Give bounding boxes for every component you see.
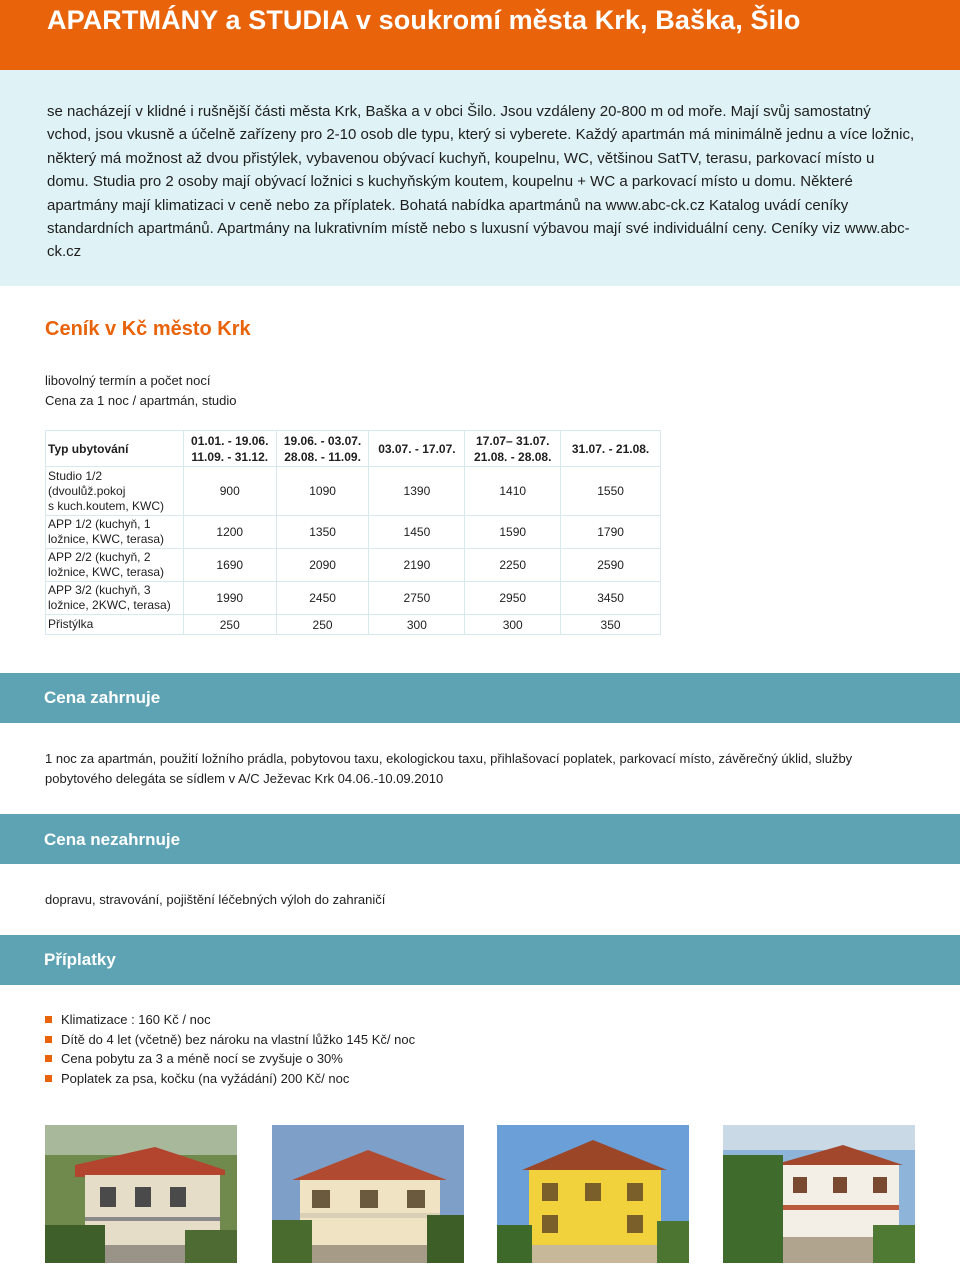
price-cell: 2090 <box>276 549 369 582</box>
price-cell: 1990 <box>183 582 276 615</box>
bullet-square-icon <box>45 1055 52 1062</box>
excluded-title: Cena nezahrnuje <box>44 830 181 849</box>
price-cell: 2250 <box>465 549 561 582</box>
price-cell: 300 <box>369 615 465 635</box>
table-row <box>46 516 661 549</box>
surcharge-text: Poplatek za psa, kočku (na vyžádání) 200 Kč/ noc <box>61 1070 350 1086</box>
price-cell: 1450 <box>369 516 465 549</box>
row-label: Studio 1/2 (dvoulůž.pokoj s kuch.koutem, KWC) <box>46 467 184 516</box>
column-header: 31.07. - 21.08. <box>561 431 661 467</box>
bullet-square-icon <box>45 1075 52 1082</box>
price-cell: 2450 <box>276 582 369 615</box>
list-item <box>45 1030 415 1050</box>
apartment-photo-2 <box>272 1125 464 1263</box>
price-cell: 2950 <box>465 582 561 615</box>
column-header: 03.07. - 17.07. <box>369 431 465 467</box>
price-cell: 2750 <box>369 582 465 615</box>
price-cell: 1390 <box>369 467 465 516</box>
price-cell: 1410 <box>465 467 561 516</box>
row-label: Přistýlka <box>46 615 184 635</box>
price-cell: 1200 <box>183 516 276 549</box>
surcharge-text: Cena pobytu za 3 a méně nocí se zvyšuje o 30% <box>61 1051 343 1066</box>
table-row <box>46 582 661 615</box>
included-text: 1 noc za apartmán, použití ložního prádla, pobytovou taxu, ekologickou taxu, přihlašovací poplatek, parkovací místo, závěrečný úklid, služby pobytového delegáta se sídlem v A/C Ježevac Krk 04.06.-10.09.2010 <box>45 751 853 786</box>
list-item <box>45 1010 415 1030</box>
table-row <box>46 467 661 516</box>
column-header: 17.07– 31.07. 21.08. - 28.08. <box>465 431 561 467</box>
list-item <box>45 1069 415 1089</box>
row-label: APP 1/2 (kuchyň, 1 ložnice, KWC, terasa) <box>46 516 184 549</box>
price-cell: 1790 <box>561 516 661 549</box>
price-table <box>45 430 661 635</box>
price-cell: 2590 <box>561 549 661 582</box>
bullet-square-icon <box>45 1036 52 1043</box>
column-header: 01.01. - 19.06. 11.09. - 31.12. <box>183 431 276 467</box>
surcharge-text: Klimatizace : 160 Kč / noc <box>61 1012 211 1027</box>
page-title: APARTMÁNY a STUDIA v soukromí města Krk, Baška, Šilo <box>47 5 801 35</box>
pricelist-note-price: Cena za 1 noc / apartmán, studio <box>45 393 237 408</box>
price-cell: 1090 <box>276 467 369 516</box>
price-cell: 3450 <box>561 582 661 615</box>
included-title: Cena zahrnuje <box>44 688 161 707</box>
bullet-square-icon <box>45 1016 52 1023</box>
apartment-photo-4 <box>723 1125 915 1263</box>
price-cell: 350 <box>561 615 661 635</box>
row-label: APP 3/2 (kuchyň, 3 ložnice, 2KWC, terasa) <box>46 582 184 615</box>
surcharges-list <box>45 1010 415 1088</box>
column-header: 19.06. - 03.07. 28.08. - 11.09. <box>276 431 369 467</box>
table-row <box>46 549 661 582</box>
price-cell: 900 <box>183 467 276 516</box>
excluded-text: dopravu, stravování, pojištění léčebných výloh do zahraničí <box>45 892 386 907</box>
column-header: Typ ubytování <box>46 431 184 467</box>
surcharges-title: Příplatky <box>44 950 116 969</box>
price-cell: 250 <box>183 615 276 635</box>
price-cell: 1350 <box>276 516 369 549</box>
price-cell: 1590 <box>465 516 561 549</box>
surcharge-text: Dítě do 4 let (včetně) bez nároku na vlastní lůžko 145 Kč/ noc <box>61 1031 416 1047</box>
apartment-photo-1 <box>45 1125 237 1263</box>
price-cell: 2190 <box>369 549 465 582</box>
intro-text: se nacházejí v klidné i rušnější části města Krk, Baška a v obci Šilo. Jsou vzdáleny 20-800 m od moře. Mají svůj samostatný vchod, jsou vkusně a účelně zařízeny pro 2-10 osob dle typu, který si vyberete. Každý apartmán má minimálně jednu a více ložnic, některý má možnost až dvou přistýlek, vybavenou obývací kuchyň, koupelnu, WC, většinou SatTV, terasu, parkovací místo u domu. Studia pro 2 osoby mají obývací ložnici s kuchyňským koutem, koupelnu + WC a parkovací místo u domu. Některé apartmány mají klimatizaci v ceně nebo za příplatek. Bohatá nabídka apartmánů na www.abc-ck.cz Katalog uvádí ceníky standardních apartmánů. Apartmány na lukrativním místě nebo s luxusní výbavou mají své individuální ceny. Ceníky viz www.abc-ck.cz <box>47 103 915 261</box>
pricelist-title: Ceník v Kč město Krk <box>45 318 251 340</box>
table-row <box>46 615 661 635</box>
pricelist-note-term: libovolný termín a počet nocí <box>45 373 211 388</box>
row-label: APP 2/2 (kuchyň, 2 ložnice, KWC, terasa) <box>46 549 184 582</box>
price-cell: 250 <box>276 615 369 635</box>
price-cell: 1550 <box>561 467 661 516</box>
price-cell: 300 <box>465 615 561 635</box>
table-header-row <box>46 431 661 467</box>
list-item <box>45 1049 415 1069</box>
price-cell: 1690 <box>183 549 276 582</box>
apartment-photo-3 <box>497 1125 689 1263</box>
surcharges-band <box>0 935 960 985</box>
